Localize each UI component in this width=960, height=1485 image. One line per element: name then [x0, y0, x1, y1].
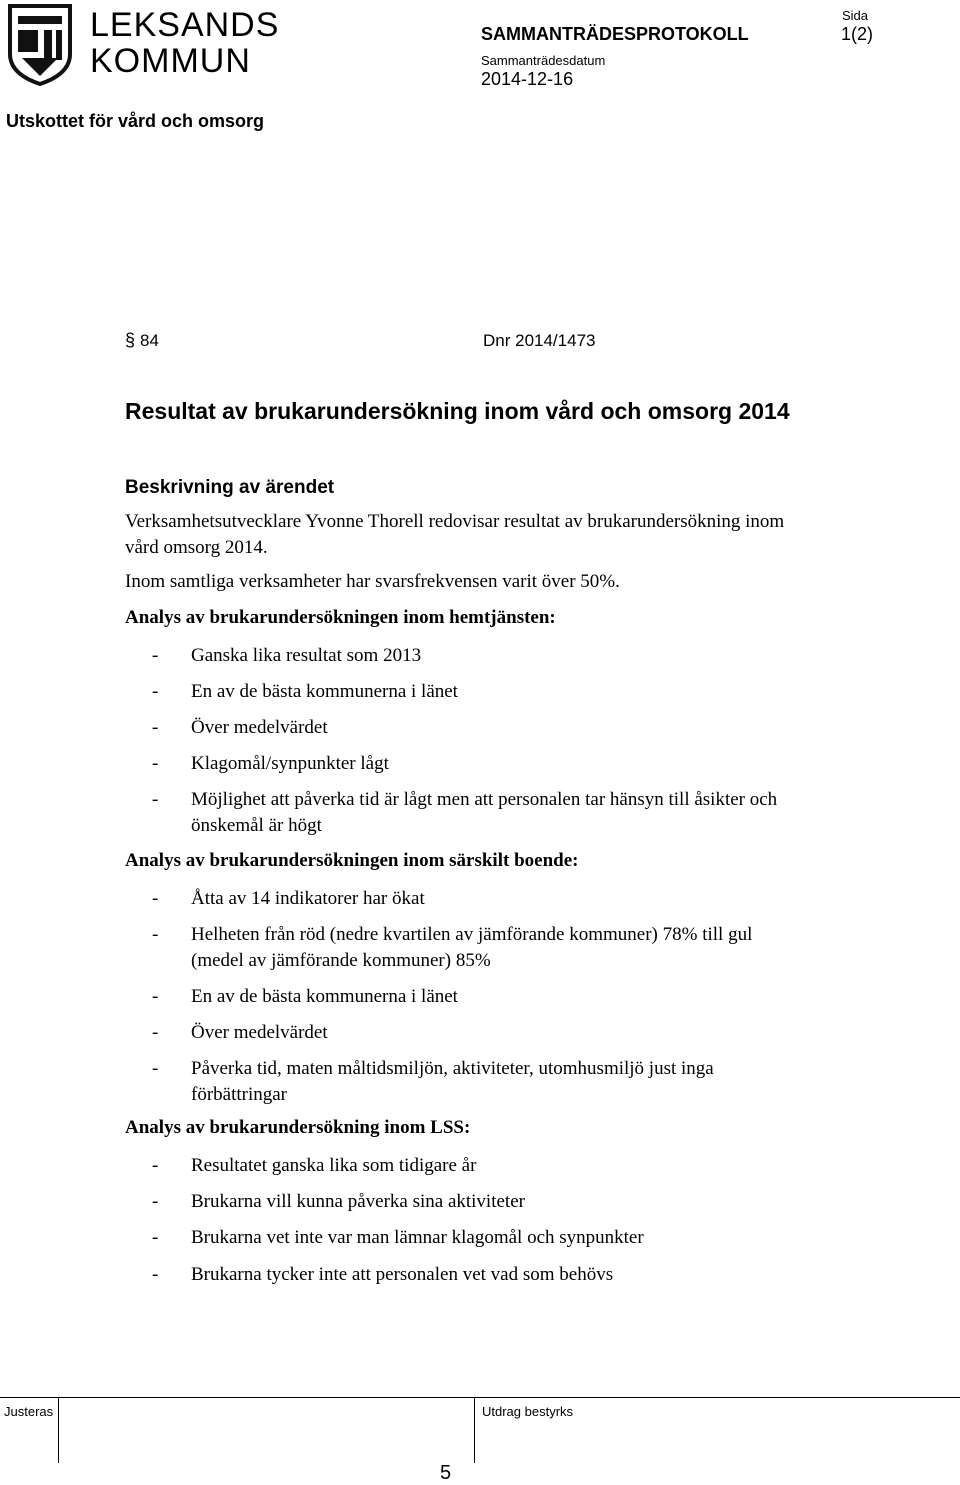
- logo-line-2: KOMMUN: [90, 42, 251, 80]
- description-text: Verksamhetsutvecklare Yvonne Thorell redovisar resultat av brukarundersökning inom vård omsorg 2014.: [125, 511, 785, 558]
- list-dash: -: [152, 1227, 159, 1248]
- logo-line-1: LEKSANDS: [90, 6, 280, 44]
- list-dash: -: [152, 888, 159, 909]
- document-title: SAMMANTRÄDESPROTOKOLL: [481, 24, 749, 44]
- footer-justeras-label: Justeras: [4, 1404, 54, 1419]
- footer-divider: [0, 1397, 960, 1398]
- page-value: 1(2): [841, 24, 874, 44]
- list-dash: -: [152, 1155, 159, 1176]
- committee-name: Utskottet för vård och omsorg: [6, 111, 265, 131]
- meeting-date: 2014-12-16: [481, 69, 574, 89]
- list-dash: -: [152, 1022, 159, 1043]
- paragraph-number: 84: [140, 331, 159, 350]
- list-dash: -: [152, 986, 159, 1007]
- list-dash: -: [152, 753, 159, 774]
- list-dash: -: [152, 1264, 159, 1285]
- coat-of-arms-icon: [6, 2, 74, 86]
- list-dash: -: [152, 645, 159, 666]
- list-dash: -: [152, 717, 159, 738]
- kommun-logo: [6, 2, 280, 86]
- footer-page-number: 5: [440, 1462, 452, 1484]
- list-dash: -: [152, 681, 159, 702]
- description-heading: Beskrivning av ärendet: [125, 477, 335, 498]
- footer-vertical-divider: [474, 1397, 475, 1463]
- meeting-date-label: Sammanträdesdatum: [481, 53, 606, 68]
- paragraph-mark: §: [125, 330, 136, 350]
- list-dash: -: [152, 1058, 159, 1079]
- footer-vertical-divider: [58, 1397, 59, 1463]
- list-dash: -: [152, 1191, 159, 1212]
- list-dash: -: [152, 924, 159, 945]
- page-label: Sida: [842, 8, 869, 23]
- section-heading-hemtjanst: Analys av brukarundersökningen inom hemtjänsten:: [125, 607, 556, 628]
- response-rate-text: Inom samtliga verksamheter har svarsfrekvensen varit över 50%.: [125, 571, 620, 592]
- item-title: Resultat av brukarundersökning inom vård och omsorg 2014: [125, 398, 790, 424]
- section-heading-lss: Analys av brukarundersökning inom LSS:: [125, 1117, 471, 1138]
- section-heading-sarskilt-boende: Analys av brukarundersökningen inom särskilt boende:: [125, 850, 579, 871]
- footer-utdrag-label: Utdrag bestyrks: [482, 1404, 574, 1419]
- diary-number: Dnr 2014/1473: [483, 331, 596, 350]
- list-dash: -: [152, 789, 159, 810]
